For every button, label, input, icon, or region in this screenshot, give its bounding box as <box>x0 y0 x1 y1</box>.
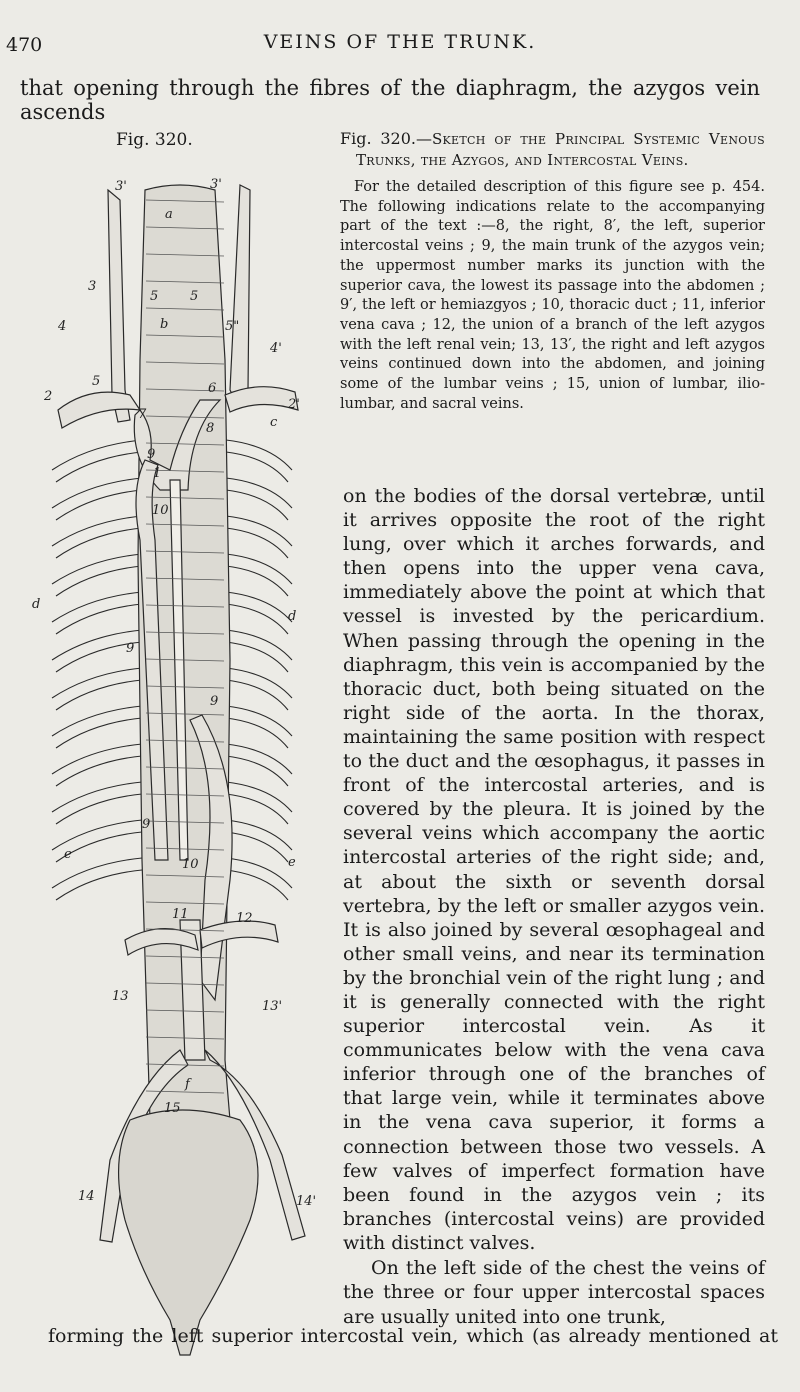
rib-right <box>226 858 292 900</box>
label-13p: 13' <box>262 999 283 1014</box>
rib-right <box>226 744 292 786</box>
caption-heading: Sketch of the Principal Systemic Venous Trunks, the Azygos, and Intercostal Veins. <box>356 130 766 169</box>
label-12: 12 <box>236 911 253 926</box>
label-14: 14 <box>78 1189 95 1204</box>
label-d-left: d <box>32 597 41 612</box>
caption-fig-number: Fig. 320.— <box>340 129 432 148</box>
rib-right <box>226 516 292 558</box>
rib-left <box>52 592 142 634</box>
caption-body: For the detailed description of this figure see p. 454. The following indications relate to the accompanying part of the text :—8, the right, 8′, the left, superior intercostal veins ; 9, the main trunk of the azygos vein; the uppermost number marks its junction with the superior cava, the lowest its passage into the abdomen ; 9′, the left or hemiazgyos ; 10, thoracic duct ; 11, inferior vena cava ; 12, the union of a branch of the left azygos with the left renal vein; 13, 13′, the right and left azygos veins continued down into the abdomen, and joining some of the lumbar veins ; 15, union of lumbar, ilio-lumbar, and sacral veins. <box>340 179 765 412</box>
page-header <box>0 28 800 62</box>
label-9-low: 9 <box>142 817 151 832</box>
rib-right <box>226 706 292 748</box>
rib-left <box>52 478 142 520</box>
rib-left <box>52 744 142 786</box>
rib-right <box>226 668 292 710</box>
label-10-top: 10 <box>152 503 169 518</box>
label-9-mid: 9 <box>126 641 135 656</box>
label-11: 11 <box>172 907 189 922</box>
label-3p-right: 3' <box>210 177 222 192</box>
label-4p: 4' <box>270 341 282 356</box>
rib-left <box>52 858 142 900</box>
rib-right <box>226 820 292 862</box>
body-last-line: forming the left superior intercostal vein, which (as already mentioned at <box>48 1325 778 1347</box>
venous-trunks-illustration <box>30 160 330 1385</box>
label-1: 1 <box>153 466 162 481</box>
page-number: 470 <box>6 34 43 56</box>
label-8: 8 <box>206 421 215 436</box>
label-10-low: 10 <box>182 857 199 872</box>
label-f: f <box>185 1077 190 1092</box>
label-13: 13 <box>112 989 129 1004</box>
anatomical-figure <box>30 160 330 1385</box>
label-a: a <box>165 207 173 222</box>
label-d-right: d <box>288 609 297 624</box>
label-5pp: 5" <box>225 319 240 334</box>
rib-right <box>226 440 292 482</box>
rib-right <box>226 592 292 634</box>
rib-right <box>226 554 292 596</box>
label-7: 7 <box>138 407 147 422</box>
caption-title <box>340 128 765 171</box>
rib-right <box>226 478 292 520</box>
rib-left <box>52 706 142 748</box>
label-9p: 9 <box>210 694 219 709</box>
body-paragraph-1: on the bodies of the dorsal vertebræ, until it arrives opposite the root of the right lung, over which it arches forwards, and then opens into the upper vena cava, immediately above the point at which that vessel is invested by the pericardium. When passing through the opening in the diaphragm, this vein is accompanied by the thoracic duct, both being situated on the right side of the aorta. In the thorax, maintaining the same position with respect to the duct and the œsophagus, it passes in front of the intercostal arteries, and is covered by the pleura. It is joined by the several veins which accompany the aortic intercostal arteries of the right side; and, at about the sixth or seventh dorsal vertebra, by the left or smaller azygos vein. It is also joined by several œsophageal and other small veins, and near its termination by the bronchial vein of the right lung ; and it is generally connected with the right superior intercostal vein. As it communicates below with the vena cava inferior through one of the branches of that large vein, while it terminates above in the vena cava superior, it forms a connection between those two vessels. A few valves of imperfect formation have been found in the azygos vein ; its branches (intercostal veins) are provided with distinct valves. <box>343 485 765 1254</box>
label-9-top: 9 <box>147 447 156 462</box>
label-6: 6 <box>208 381 217 396</box>
label-14p: 14' <box>296 1194 317 1209</box>
running-head: VEINS OF THE TRUNK. <box>263 31 537 53</box>
label-15: 15 <box>164 1101 181 1116</box>
body-paragraph-2: On the left side of the chest the veins of the three or four upper intercostal spaces are usually united into one trunk, <box>343 1257 765 1328</box>
rib-left <box>52 554 142 596</box>
rib-left <box>52 782 142 824</box>
rib-left <box>52 668 142 710</box>
rib-left <box>52 516 142 558</box>
figure-caption <box>340 128 765 414</box>
label-2: 2 <box>44 389 53 404</box>
label-e-left: e <box>64 847 72 862</box>
label-b: b <box>160 317 169 332</box>
label-e-right: e <box>288 855 296 870</box>
label-3: 3 <box>88 279 97 294</box>
intro-line: that opening through the fibres of the diaphragm, the azygos vein ascends <box>20 76 760 124</box>
label-c: c <box>270 415 278 430</box>
label-5-low: 5 <box>92 374 101 389</box>
rib-right <box>226 782 292 824</box>
figure-label: Fig. 320. <box>116 130 193 150</box>
label-5: 5 <box>150 289 159 304</box>
label-2p: 2' <box>288 397 300 412</box>
label-4: 4 <box>58 319 67 334</box>
rib-right <box>226 630 292 672</box>
label-5p: 5 <box>190 289 199 304</box>
label-3p-left: 3' <box>115 179 127 194</box>
rib-left <box>52 440 142 482</box>
